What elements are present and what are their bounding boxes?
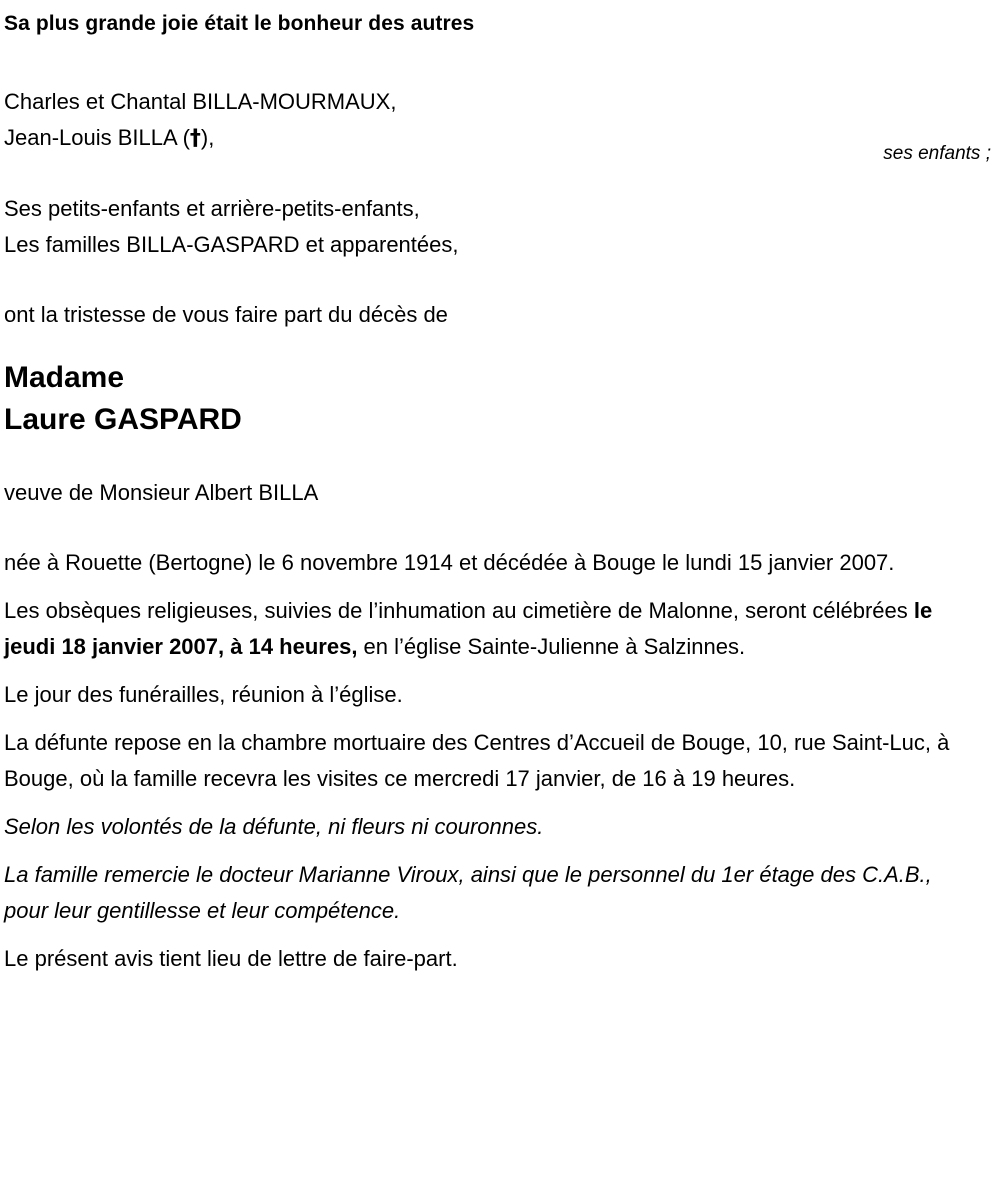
spacer bbox=[4, 333, 996, 357]
spacer bbox=[4, 263, 996, 297]
spacer bbox=[4, 157, 996, 191]
relative-line: Charles et Chantal BILLA-MOURMAUX, bbox=[4, 89, 397, 114]
mortuary-paragraph: La défunte repose en la chambre mortuaire des Centres d’Accueil de Bouge, 10, rue Saint-Luc, à Bouge, où la famille recevra les visites ce mercredi 17 janvier, de 16 à 19 heures. bbox=[4, 730, 950, 791]
spacer bbox=[4, 38, 996, 84]
gathering-paragraph: Le jour des funérailles, réunion à l’église. bbox=[4, 682, 403, 707]
closing-paragraph: Le présent avis tient lieu de lettre de faire-part. bbox=[4, 946, 458, 971]
ceremony-prefix: Les obsèques religieuses, suivies de l’inhumation au cimetière de Malonne, seront célébrées bbox=[4, 598, 914, 623]
epitaph-heading: Sa plus grande joie était le bonheur des autres bbox=[4, 12, 475, 35]
relatives-block bbox=[4, 84, 996, 164]
ceremony-paragraph bbox=[4, 593, 964, 665]
birth-death-paragraph: née à Rouette (Bertogne) le 6 novembre 1914 et décédée à Bouge le lundi 15 janvier 2007. bbox=[4, 550, 895, 575]
thanks-paragraph: La famille remercie le docteur Marianne Viroux, ainsi que le personnel du 1er étage des C.A.B., pour leur gentillesse et leur compétence. bbox=[4, 862, 932, 923]
spacer bbox=[4, 441, 996, 475]
spacer bbox=[4, 511, 996, 545]
children-label: ses enfants ; bbox=[883, 143, 991, 164]
spouse-line: veuve de Monsieur Albert BILLA bbox=[4, 480, 319, 505]
ceremony-highlight: le jeudi 18 janvier 2007, à 14 heures, bbox=[4, 598, 933, 659]
deceased-name-block bbox=[4, 357, 996, 441]
ceremony-suffix: en l’église Sainte-Julienne à Salzinnes. bbox=[357, 634, 746, 659]
relative-line: Ses petits-enfants et arrière-petits-enfants, bbox=[4, 196, 420, 221]
relative-line: Les familles BILLA-GASPARD et apparentées, bbox=[4, 232, 459, 257]
dagger-icon: † bbox=[189, 126, 201, 151]
deceased-title: Madame bbox=[4, 361, 125, 394]
flowers-paragraph: Selon les volontés de la défunte, ni fleurs ni couronnes. bbox=[4, 814, 544, 839]
announcement-line: ont la tristesse de vous faire part du décès de bbox=[4, 302, 448, 327]
deceased-name: Laure GASPARD bbox=[4, 403, 242, 436]
relative-line: Jean-Louis BILLA (†), bbox=[4, 125, 215, 151]
other-relatives-block bbox=[4, 191, 996, 263]
